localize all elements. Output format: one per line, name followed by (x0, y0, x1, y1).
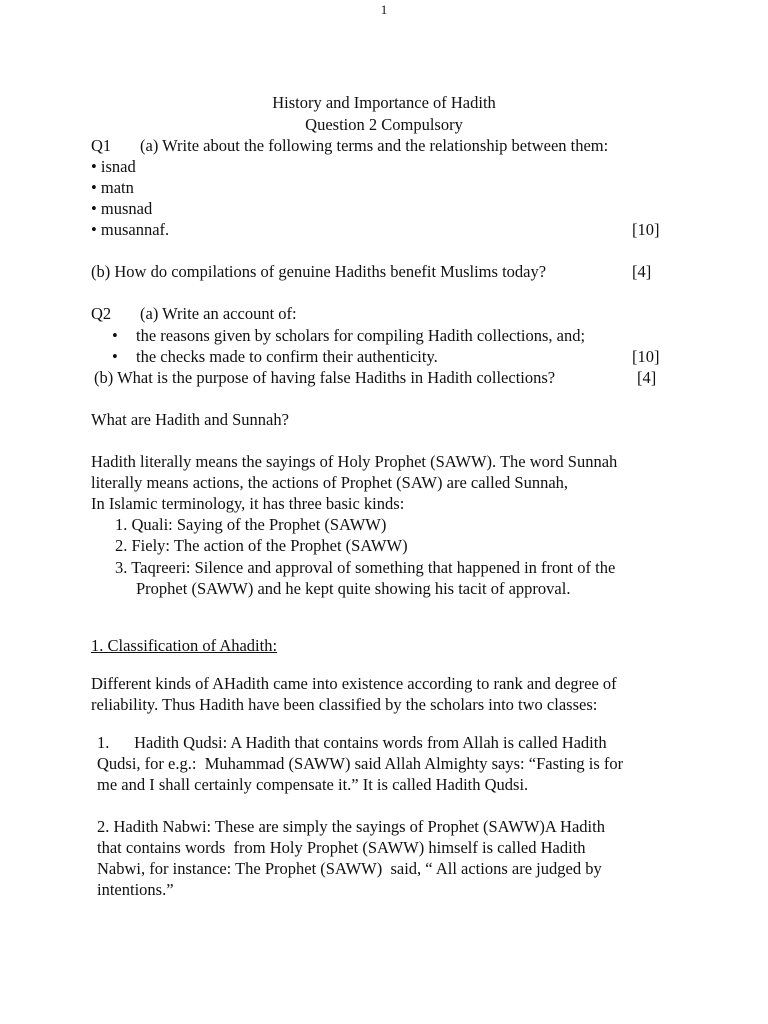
q1-label: Q1 (91, 136, 112, 155)
kind-taqreeri-cont: Prophet (SAWW) and he kept quite showing his tacit of approval. (136, 579, 571, 598)
classification-line-1: Different kinds of AHadith came into existence according to rank and degree of (91, 674, 617, 693)
kind-fiely: 2. Fiely: The action of the Prophet (SAWW) (115, 536, 408, 555)
q2-marks-a: [10] (632, 347, 660, 366)
q2-bullet-text: the checks made to confirm their authenticity. (136, 347, 438, 366)
bullet-marker: • (112, 347, 118, 366)
page-number: 1 (380, 2, 388, 17)
q1-marks-b: [4] (632, 262, 652, 281)
hadith-nabwi-line-3: Nabwi, for instance: The Prophet (SAWW) said, “ All actions are judged by (97, 859, 602, 878)
hadith-nabwi-line-2: that contains words from Holy Prophet (SAWW) himself is called Hadith (97, 838, 586, 857)
definition-line-2: literally means actions, the actions of Prophet (SAW) are called Sunnah, (91, 473, 569, 492)
classification-line-2: reliability. Thus Hadith have been classified by the scholars into two classes: (91, 695, 598, 714)
q1-term-isnad: • isnad (91, 157, 136, 176)
question-heading: What are Hadith and Sunnah? (91, 410, 289, 429)
definition-line-1: Hadith literally means the sayings of Holy Prophet (SAWW). The word Sunnah (91, 452, 618, 471)
q2-label: Q2 (91, 304, 112, 323)
q2-bullet-text: the reasons given by scholars for compiling Hadith collections, and; (136, 326, 586, 345)
hadith-nabwi-line-1: 2. Hadith Nabwi: These are simply the sayings of Prophet (SAWW)A Hadith (97, 817, 605, 836)
hadith-qudsi-line-3: me and I shall certainly compensate it.” It is called Hadith Qudsi. (97, 775, 529, 794)
hadith-qudsi-line-1: 1. Hadith Qudsi: A Hadith that contains words from Allah is called Hadith (97, 733, 607, 752)
q2-part-b: (b) What is the purpose of having false Hadiths in Hadith collections? (94, 368, 556, 387)
q2-marks-b: [4] (637, 368, 657, 387)
section-heading: 1. Classification of Ahadith: (91, 636, 278, 655)
q1-term-musnad: • musnad (91, 199, 153, 218)
q1-term-musannaf: • musannaf. (91, 220, 170, 239)
page-title: History and Importance of Hadith (272, 93, 496, 112)
kind-quali: 1. Quali: Saying of the Prophet (SAWW) (115, 515, 387, 534)
hadith-nabwi-line-4: intentions.” (97, 880, 174, 899)
q2-part-a: (a) Write an account of: (140, 304, 297, 323)
kind-taqreeri: 3. Taqreeri: Silence and approval of something that happened in front of the (115, 558, 616, 577)
bullet-marker: • (112, 326, 118, 345)
q1-term-matn: • matn (91, 178, 134, 197)
page-subtitle: Question 2 Compulsory (305, 115, 463, 134)
definition-line-3: In Islamic terminology, it has three basic kinds: (91, 494, 405, 513)
q1-marks-a: [10] (632, 220, 660, 239)
q1-part-a: (a) Write about the following terms and the relationship between them: (140, 136, 609, 155)
q1-part-b: (b) How do compilations of genuine Hadiths benefit Muslims today? (91, 262, 547, 281)
hadith-qudsi-line-2: Qudsi, for e.g.: Muhammad (SAWW) said Allah Almighty says: “Fasting is for (97, 754, 624, 773)
